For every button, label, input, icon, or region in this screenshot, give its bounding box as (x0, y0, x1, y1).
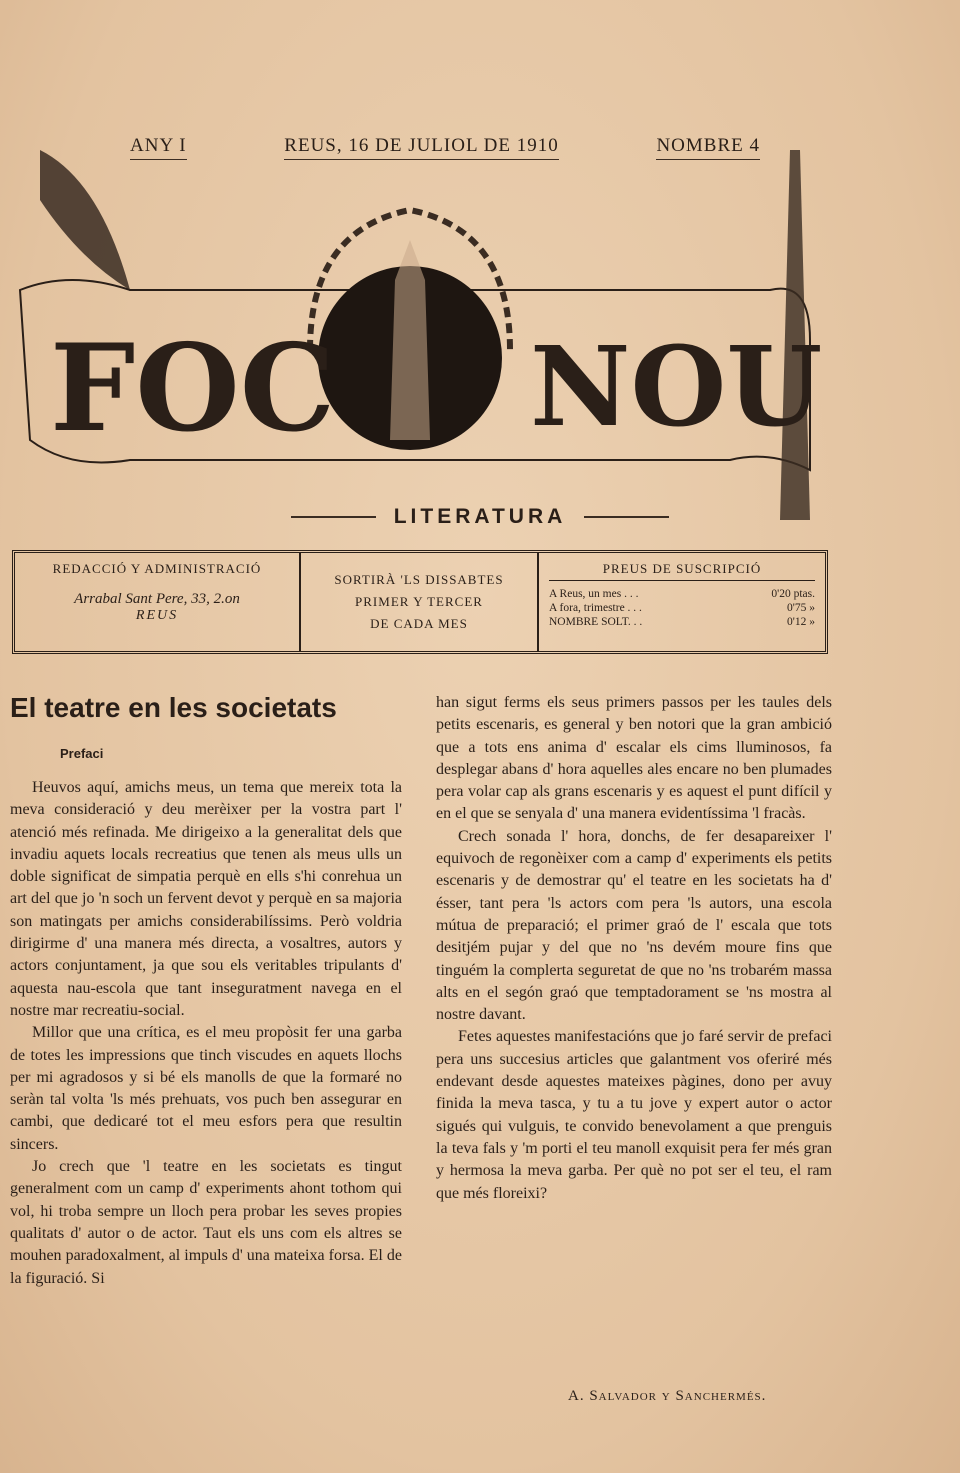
schedule-box (301, 553, 539, 651)
price-label: NOMBRE SOLT. . . (549, 616, 643, 628)
masthead-title-right: NOU (530, 322, 823, 451)
price-label: A Reus, un mes . . . (549, 588, 639, 600)
article-signature: A. Salvador y Sanchermés. (568, 1388, 767, 1404)
administration-box (15, 553, 301, 651)
feather-icon (40, 150, 130, 290)
paragraph: Jo crech que 'l teatre en les societats es tingut generalment com un camp d' experiments ahont tothom qui vol, hi troba sempre un lloch pera probar les seves propies qualitats d' autor o de actor. Taut els uns com els altres se mouhen paradoxalment, al impuls d' una mateixa forsa. El de la figuració. Si (10, 1158, 402, 1287)
info-boxes (12, 550, 828, 654)
section-label: LITERATURA (0, 505, 960, 529)
paragraph: Crech sonada l' hora, donchs, de fer desapareixer l' equivoch de regonèixer com a camp d' experiments els petits escenaris y de demostrar qu' el teatre en les societats ha d' ésser, tant pera 'ls actors com pera 'ls autors, una escola mútua de preparació; el primer graó de l' escala que tots desitjém pujar y del que no 'ns devém moure fins que tinguém la complerta seguretat de que no 'ns trobarém massa alts en el segón graó que temptadorament se 'ns mostra al nostre davant. (436, 827, 832, 1024)
price-row (549, 601, 815, 615)
issue-place-date: REUS, 16 DE JULIOL DE 1910 (284, 135, 558, 160)
administration-title: REDACCIÓ Y ADMINISTRACIÓ (52, 561, 262, 576)
article-subtitle: Prefaci (60, 746, 104, 761)
prices-title: PREUS DE SUSCRIPCIÓ (549, 561, 815, 581)
schedule-line-3: DE CADA MES (370, 616, 468, 631)
price-value: 0'12 » (787, 616, 815, 628)
price-label: A fora, trimestre . . . (549, 602, 642, 614)
price-value: 0'20 ptas. (771, 588, 815, 600)
prices-box (539, 553, 825, 651)
article-title: El teatre en les societats (10, 692, 337, 723)
issue-year: ANY I (130, 135, 187, 160)
paragraph: Heuvos aquí, amichs meus, un tema que mereix tota la meva consideració y deu merèixer per la vostra part l' atenció més refinada. Me dirigeixo a la generalitat dels que invadiu aquets locals recreatius que tenen als meus ulls un doble significat de simpatia perquè en ells s'hi conrehua un art del que jo 'n soch un fervent devot y perquè en sa majoria son matingats per amichs considerabilíssims. Però voldria dirigirme d' una manera més directa, a vosaltres, autors y actors conjuntament, ja que sou els veritables tripulants d' aquesta nau-escola que tant inseguratment navega en el nostre mar recreatiu-social. (10, 779, 402, 1019)
masthead (10, 140, 850, 540)
article-column-1 (10, 777, 402, 1290)
administration-address: Arrabal Sant Pere, 33, 2.on (74, 591, 240, 607)
masthead-title-left: FOC (50, 318, 336, 459)
price-value: 0'75 » (787, 602, 815, 614)
article-column-2 (436, 692, 832, 1205)
administration-city: REUS (135, 608, 179, 623)
schedule-line-2: PRIMER Y TERCER (355, 594, 483, 609)
paragraph: Millor que una crítica, es el meu propòsit fer una garba de totes les impressions que tinch viscudes en aquets llochs per mi agradosos y si bé els manolls de que la formaré no seràn tal volta 'ls més prehuats, vos puch ben assegurar en cambi, que dedicaré tot el meu esfors pera que resultin sincers. (10, 1024, 402, 1153)
schedule-line-1: SORTIRÀ 'LS DISSABTES (334, 572, 504, 587)
paragraph: Fetes aquestes manifestacións que jo faré servir de prefaci pera uns succesius articles que galantment vos oferiré més endevant desde aquestes mateixes pàgines, dono per avuy finida la meva tasca, y tu a tu jove y expert autor o actor sigués qui vulguis, te convido benevolament a que prenguis la teva fals y 'm porti el teu manoll exquisit pera fer més gran y hermosa la meva garba. Per què no pot ser el teu, el ram que més floreixi? (436, 1028, 832, 1202)
price-row (549, 615, 815, 629)
price-row (549, 587, 815, 601)
paragraph: han sigut ferms els seus primers passos per les taules dels petits escenaris, es general y ben notori que la gran ambició que a tots ens anima d' escalar els cims lluminosos, fa desplegar abans d' hora aquelles ales encare no ben plumades pera volar cap als grans escenaris y es aquest el punt difícil y en el que se senyala d' una manera evidentíssima 'l fracàs. (436, 694, 832, 823)
issue-number: NOMBRE 4 (656, 135, 760, 160)
